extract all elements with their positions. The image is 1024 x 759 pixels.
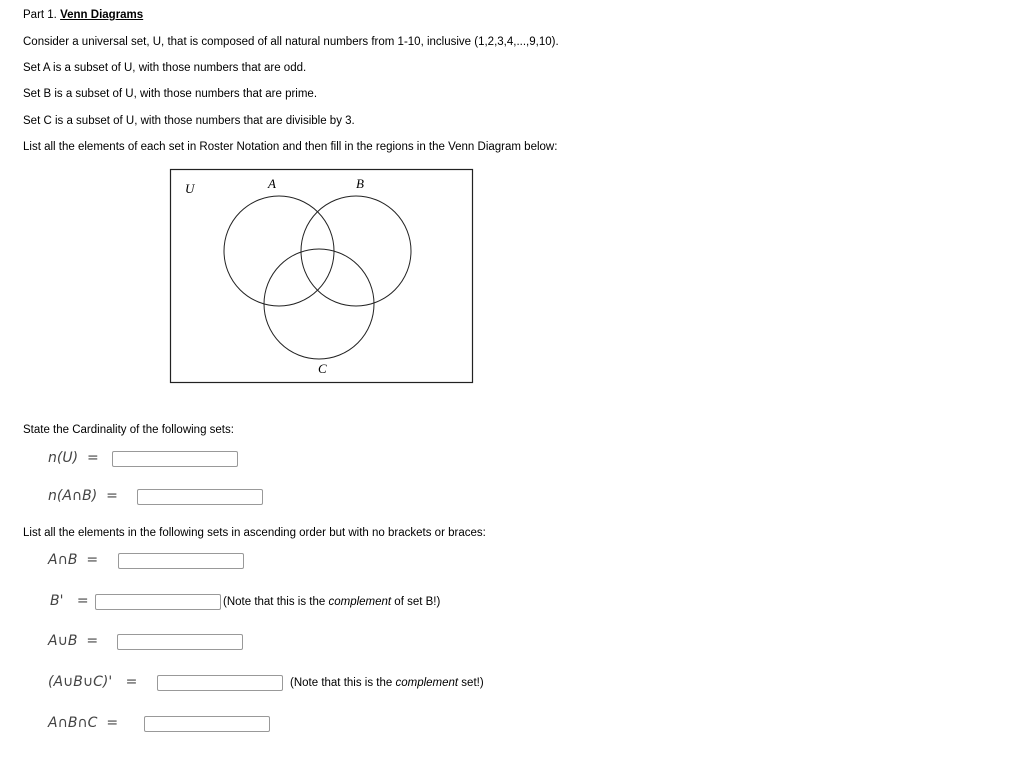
note-b-complement: (Note that this is the complement of set B!) xyxy=(223,596,441,608)
equals: = xyxy=(106,488,118,504)
intro-instruction: List all the elements of each set in Roster Notation and then fill in the regions in the Venn Diagram below: xyxy=(23,141,558,153)
venn-label-b: B xyxy=(356,176,364,191)
label-union-complement: (A∪B∪C)' xyxy=(48,674,113,690)
venn-label-c: C xyxy=(318,361,327,376)
circle-b xyxy=(301,196,411,306)
elements-heading: List all the elements in the following sets in ascending order but with no brackets or braces: xyxy=(23,527,486,539)
a-or-b-input[interactable] xyxy=(117,634,243,650)
universal-set-box xyxy=(171,170,473,383)
equals: = xyxy=(106,715,119,731)
cardinality-heading: State the Cardinality of the following sets: xyxy=(23,424,234,436)
venn-label-u: U xyxy=(185,181,195,196)
circle-a xyxy=(224,196,334,306)
intro-set-c: Set C is a subset of U, with those numbers that are divisible by 3. xyxy=(23,115,355,127)
equals: = xyxy=(86,552,99,568)
equals: = xyxy=(86,633,99,649)
intro-set-a: Set A is a subset of U, with those numbers that are odd. xyxy=(23,62,307,74)
b-complement-input[interactable] xyxy=(95,594,221,610)
equals: = xyxy=(125,674,138,690)
part-number: Part 1. xyxy=(23,9,57,21)
circle-c xyxy=(264,249,374,359)
a-and-b-input[interactable] xyxy=(118,553,244,569)
part-title: Venn Diagrams xyxy=(60,9,144,21)
label-n-a-and-b: n(A∩B) xyxy=(48,488,98,504)
label-b-complement: B' xyxy=(50,593,64,609)
intro-set-b: Set B is a subset of U, with those numbers that are prime. xyxy=(23,88,318,100)
label-a-and-b: A∩B xyxy=(48,552,78,568)
n-a-and-b-input[interactable] xyxy=(137,489,263,505)
n-u-input[interactable] xyxy=(112,451,238,467)
venn-label-a: A xyxy=(268,176,276,191)
label-a-and-b-and-c: A∩B∩C xyxy=(48,715,98,731)
intro-universal: Consider a universal set, U, that is composed of all natural numbers from 1-10, inclusive (1,2,3,4,...,9,10). xyxy=(23,36,559,48)
label-a-or-b: A∪B xyxy=(48,633,78,649)
note-union-complement: (Note that this is the complement set!) xyxy=(290,677,484,689)
equals: = xyxy=(76,593,89,609)
label-n-u: n(U) xyxy=(48,450,79,466)
equals: = xyxy=(86,450,99,466)
a-and-b-and-c-input[interactable] xyxy=(144,716,270,732)
union-complement-input[interactable] xyxy=(157,675,283,691)
